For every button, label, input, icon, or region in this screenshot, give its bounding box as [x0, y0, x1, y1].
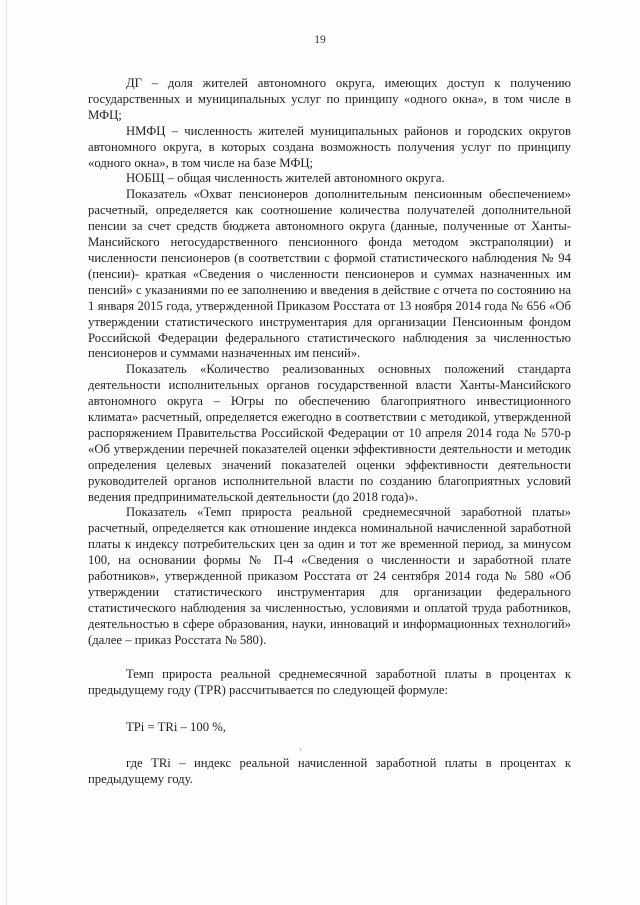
scan-edge: [6, 0, 7, 905]
page-number: 19: [314, 34, 326, 46]
paragraph-formula-intro: Темп прироста реальной среднемесячной заработной платы в процентах к предыдущему году (TPR) рассчитывается по следующей формуле:: [88, 666, 571, 697]
paragraph-pension-coverage: Показатель «Охват пенсионеров дополнительным пенсионным обеспечением» расчетный, определяется как соотношение количества получателей дополнительной пенсии за счет средств бюджета автономного округа (данные, полученные от Ханты-Мансийского негосударственного пенсионного фонда методом экстраполяции) и численности пенсионеров (в соответствии с формой статистического наблюдения № 94 (пенсии)- краткая «Сведения о численности пенсионеров и суммах назначенных им пенсий» с указаниями по ее заполнению и введения в действие с отчета по состоянию на 1 января 2015 года, утвержденной Приказом Росстата от 13 ноября 2014 года № 656 «Об утверждении статистического инструментария для организации Пенсионным фондом Российской Федерации федерального статистического наблюдения за численностью пенсионеров и суммами назначенных им пенсий».: [88, 187, 571, 361]
paragraph-nmfc-definition: НМФЦ – численность жителей муниципальных районов и городских округов автономного округа, в которых создана возможность получения услуг по принципу «одного окна», в том числе на базе МФЦ;: [88, 123, 571, 170]
paragraph-formula-legend: где TRi – индекс реальной начисленной заработной платы в процентах к предыдущему году.: [88, 756, 571, 787]
document-body: [88, 76, 571, 788]
paragraph-dg-definition: ДГ – доля жителей автономного округа, имеющих доступ к получению государственных и муниципальных услуг по принципу «одного окна», в том числе в МФЦ;: [88, 76, 571, 122]
paragraph-investment-standard: Показатель «Количество реализованных основных положений стандарта деятельности исполнительных органов государственной власти Ханты-Мансийского автономного округа – Югры по обеспечению благоприятного инвестиционного климата» расчетный, определяется ежегодно в соответствии с методикой, утвержденной распоряжением Правительства Российской Федерации от 10 апреля 2014 года № 570-р «Об утверждении перечней показателей оценки эффективности деятельности и методик определения целевых значений показателей оценки эффективности деятельности руководителей органов исполнительной власти по созданию благоприятных условий ведения предпринимательской деятельности (до 2018 года)».: [88, 362, 571, 504]
paragraph-wage-growth-indicator: Показатель «Темп прироста реальной среднемесячной заработной платы» расчетный, определяется как отношение индекса номинальной начисленной заработной платы к индексу потребительских цен за один и тот же временной период, за минусом 100, на основании формы № П-4 «Сведения о численности и заработной плате работников», утвержденной приказом Росстата от 24 сентября 2014 года № 580 «Об утверждении статистического инструментария для организации федерального статистического наблюдения за численностью, условиями и оплатой труда работников, деятельностью в сфере образования, науки, инноваций и информационных технологий» (далее – приказ Росстата № 580).: [88, 505, 571, 647]
paragraph-nobsh-definition: НОБЩ – общая численность жителей автономного округа.: [126, 171, 445, 186]
formula: TPi = TRi – 100 %,: [126, 720, 226, 735]
scan-mark: [300, 748, 301, 751]
